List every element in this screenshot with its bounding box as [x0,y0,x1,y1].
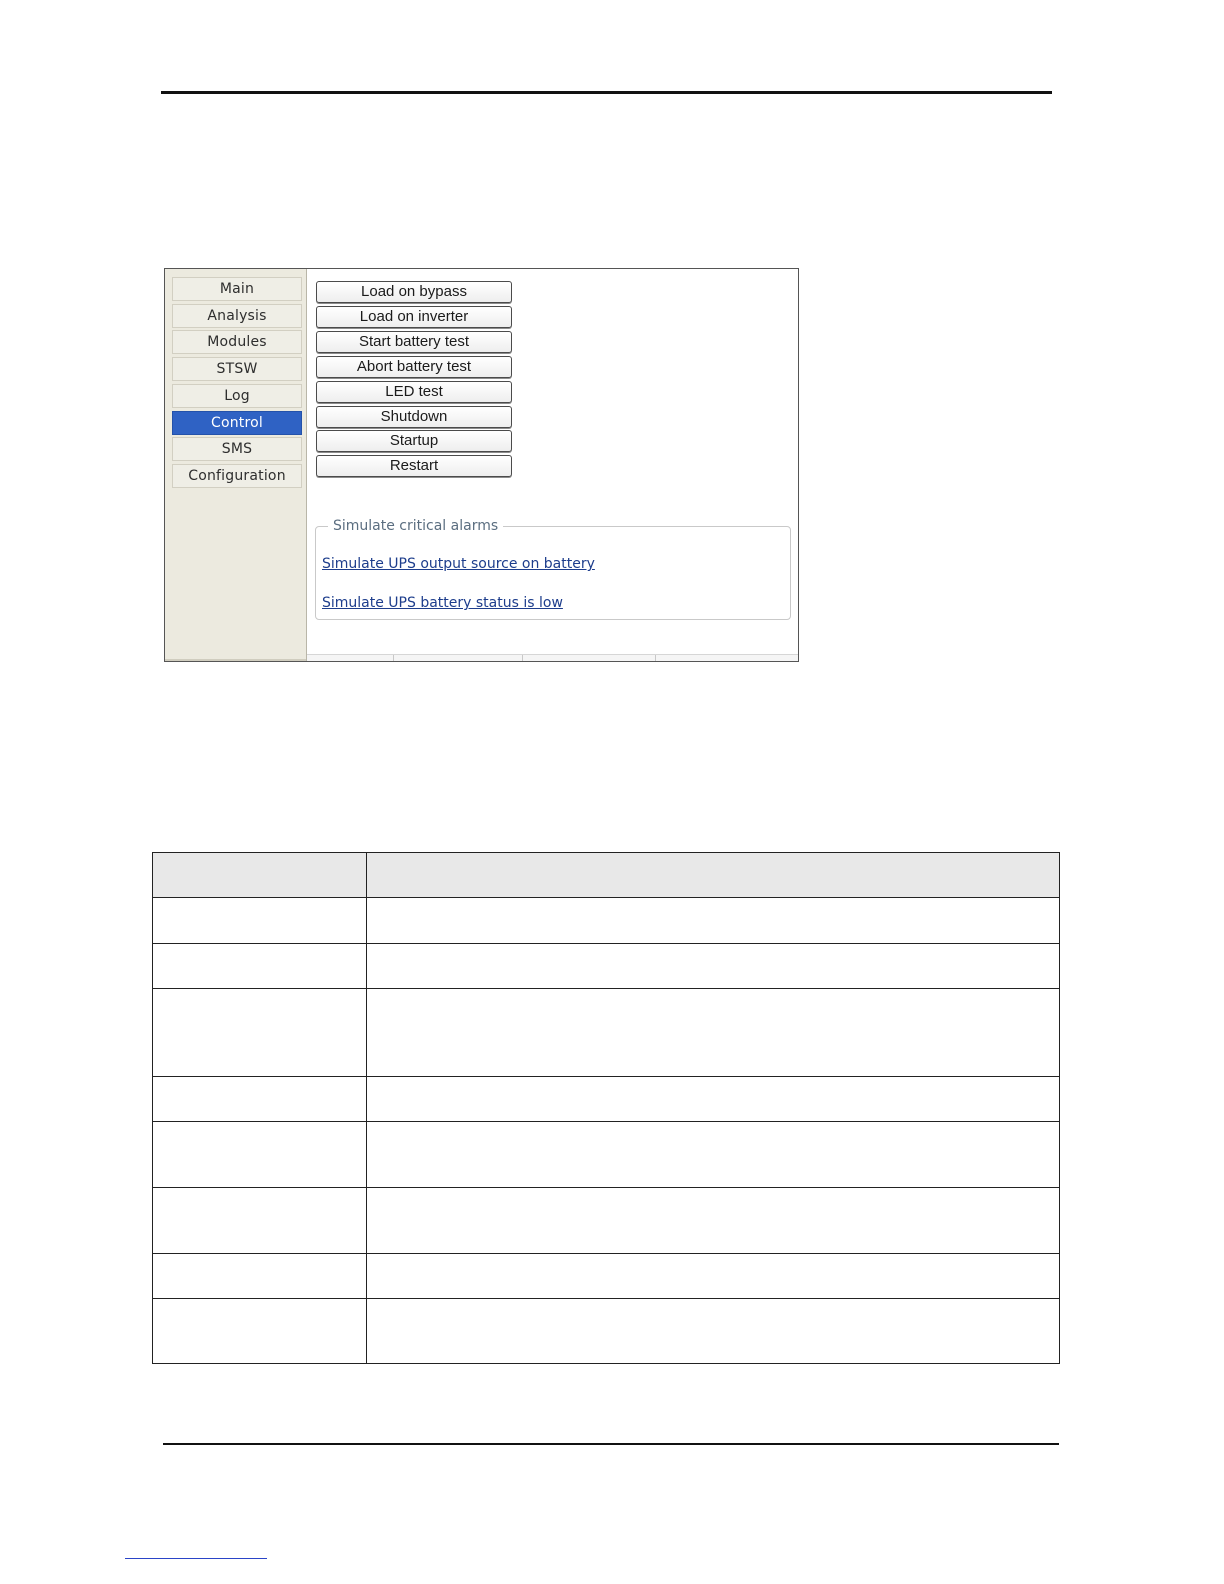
status-strip [307,654,799,661]
start-battery-test-button[interactable]: Start battery test [316,331,512,353]
table-cell [153,989,367,1077]
table-cell [367,944,1060,989]
sidebar-nav [165,269,307,661]
table-cell [367,1077,1060,1122]
nav-divider [165,659,306,661]
table-cell [153,1077,367,1122]
command-description-table [152,852,1060,1364]
shutdown-button[interactable]: Shutdown [316,406,512,428]
nav-item-configuration[interactable]: Configuration [172,464,302,488]
simulate-alarms-legend: Simulate critical alarms [328,517,503,535]
table-cell [367,1254,1060,1299]
nav-item-sms[interactable]: SMS [172,437,302,461]
footer-rule [163,1443,1059,1445]
simulate-alarms-group [315,518,791,620]
nav-item-stsw[interactable]: STSW [172,357,302,381]
simulate-output-on-battery-link[interactable]: Simulate UPS output source on battery [322,556,595,572]
footer-link-underline[interactable] [125,1558,267,1559]
table-cell [367,1122,1060,1188]
table-cell [367,898,1060,944]
simulate-battery-low-link[interactable]: Simulate UPS battery status is low [322,595,563,611]
table-row [153,1122,1060,1188]
strip-divider [393,655,394,661]
restart-button[interactable]: Restart [316,455,512,477]
table-cell [367,989,1060,1077]
table-cell [367,1188,1060,1254]
table-cell [153,1188,367,1254]
table-cell [153,1299,367,1364]
nav-item-analysis[interactable]: Analysis [172,304,302,328]
table-row [153,1299,1060,1364]
table-row [153,1077,1060,1122]
nav-item-log[interactable]: Log [172,384,302,408]
nav-item-modules[interactable]: Modules [172,330,302,354]
table-cell [367,1299,1060,1364]
table-cell [153,1254,367,1299]
nav-item-control[interactable]: Control [172,411,302,435]
table-cell [153,1122,367,1188]
load-on-bypass-button[interactable]: Load on bypass [316,281,512,303]
table-cell [153,944,367,989]
nav-item-main[interactable]: Main [172,277,302,301]
table-row [153,898,1060,944]
load-on-inverter-button[interactable]: Load on inverter [316,306,512,328]
abort-battery-test-button[interactable]: Abort battery test [316,356,512,378]
table-header-cell [153,853,367,898]
header-rule [161,91,1052,94]
table-header-row [153,853,1060,898]
table-header-cell [367,853,1060,898]
control-page-screenshot [164,268,799,662]
table-row [153,1254,1060,1299]
table-row [153,989,1060,1077]
startup-button[interactable]: Startup [316,430,512,452]
strip-divider [655,655,656,661]
table-row [153,944,1060,989]
table-row [153,1188,1060,1254]
strip-divider [522,655,523,661]
table-cell [153,898,367,944]
led-test-button[interactable]: LED test [316,381,512,403]
